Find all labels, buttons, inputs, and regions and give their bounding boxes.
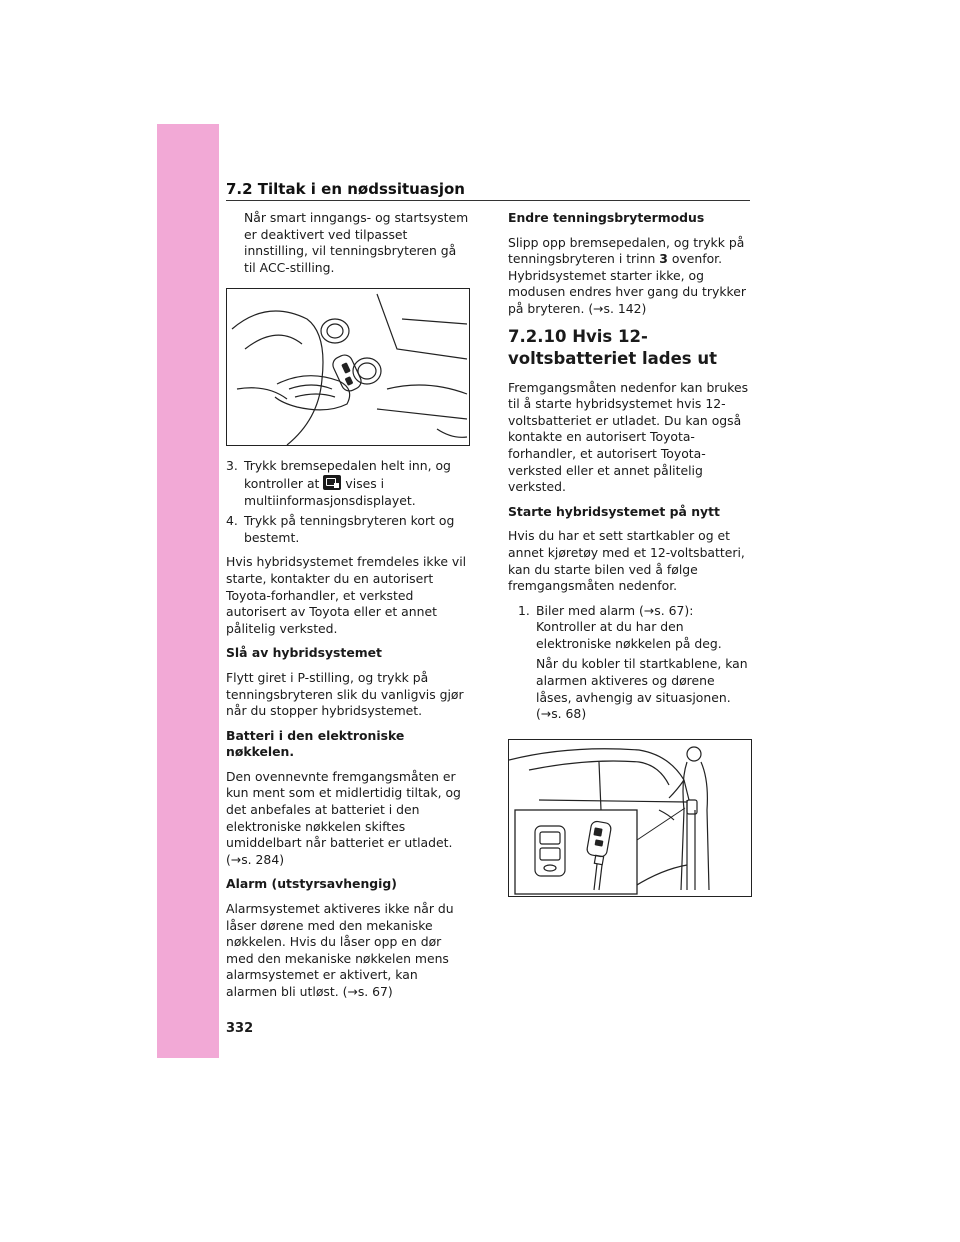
step-4-text: Trykk på tenningsbryteren kort og bestemt. [244,513,455,545]
step-1-number: 1. [518,602,530,618]
section-rule [226,200,750,201]
key-on-switch-illustration [226,288,470,446]
step-3-number: 3. [226,458,238,474]
heading-alarm: Alarm (utstyrsavhengig) [226,876,397,892]
car-door-key-drawing [509,740,751,897]
fail-paragraph: Hvis hybridsystemet fremdeles ikke vil starte, kontakter du en autorisert Toyota-forhandler, et verksted autorisert av Toyota eller et annet pålitelig verksted. [226,554,467,636]
key-battery-paragraph: Den ovennevnte fremgangsmåten er kun ment som et midlertidig tiltak, og det anbefales at batteriet i den elektroniske nøkkelen skiftes umiddelbart når batteriet er utladet. (→s. 284) [226,768,461,867]
right-column [508,210,750,909]
step-3-text-b: vises i multiinformasjonsdisplayet. [244,475,416,508]
turn-off-paragraph: Flytt giret i P-stilling, og trykk på tenningsbryteren slik du vanligvis gjør når du stopper hybridsystemet. [226,669,464,719]
steering-key-drawing [227,289,470,446]
subsection-title: 7.2.10 Hvis 12-voltsbatteriet lades ut [508,326,717,368]
left-column [226,210,470,1009]
step-reference: 3 [659,251,668,267]
step-1 [508,603,750,653]
heading-switch-mode: Endre tenningsbrytermodus [508,210,705,225]
step-4-number: 4. [226,513,238,529]
heading-key-battery: Batteri i den elektroniske nøkkelen. [226,727,405,760]
step-3-text-a: Trykk bremsepedalen helt inn, og kontroller at [244,458,451,491]
step-3 [226,458,470,509]
step-4 [226,513,470,546]
section-title: 7.2 Tiltak i en nødssituasjon [226,180,465,198]
step-1-note: Når du kobler til startkablene, kan alarmen aktiveres og dørene låses, avhengig av situasjonen. (→s. 68) [536,656,748,722]
intro-paragraph: Når smart inngangs- og startsystem er deaktivert ved tilpasset innstilling, vil tenningsbryteren gå til ACC-stilling. [244,210,469,275]
heading-turn-off: Slå av hybridsystemet [226,645,382,661]
battery-intro-paragraph: Fremgangsmåten nedenfor kan brukes til å starte hybridsystemet hvis 12-voltsbatteriet er utladet. Du kan også kontakte en autorisert Toyota-forhandler, et autorisert Toyota-verksted eller et annet pålitelig verksted. [508,379,749,495]
key-indicator-icon [323,475,341,490]
step-1-text: Biler med alarm (→s. 67): Kontroller at du har den elektroniske nøkkelen på deg. [536,602,722,651]
page-number: 332 [226,1021,254,1036]
person-with-key-at-car-illustration [508,739,752,897]
chapter-tab-band [157,124,219,1058]
switch-mode-paragraph: Slipp opp bremsepedalen, og trykk på tenningsbryteren i trinn 3 ovenfor. Hybridsystemet starter ikke, og modusen endres hver gang du trykker på bryteren. (→s. 142) [508,234,746,316]
alarm-paragraph: Alarmsystemet aktiveres ikke når du låser dørene med den mekaniske nøkkelen. Hvis du låser opp en dør med den mekaniske nøkkelen mens alarmsystemet er aktivert, kan alarmen bli utløst. (→s. 67) [226,901,454,999]
heading-restart: Starte hybridsystemet på nytt [508,503,720,519]
restart-paragraph: Hvis du har et sett startkabler og et annet kjøretøy med et 12-voltsbatteri, kan du starte bilen ved å følge fremgangsmåten nedenfor. [508,528,745,594]
